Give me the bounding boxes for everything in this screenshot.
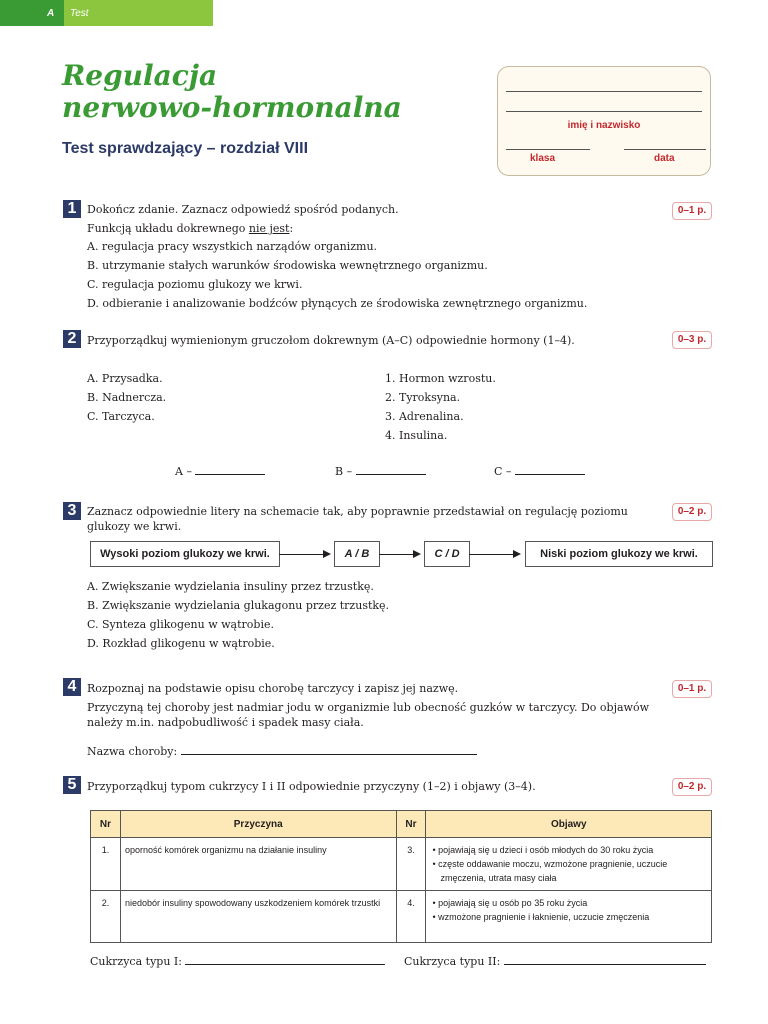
question-3-option-d: D. Rozkład glikogenu w wątrobie. (87, 637, 275, 650)
question-2-prompt: Przyporządkuj wymienionym gruczołom dokrewnym (A–C) odpowiednie hormony (1–4). (87, 334, 575, 347)
question-1-option-a[interactable]: A. regulacja pracy wszystkich narządów organizmu. (87, 240, 378, 253)
question-2-answer-b-blank[interactable] (356, 464, 426, 475)
question-2-hormone-2: 2. Tyroksyna. (385, 391, 461, 404)
question-3-option-c: C. Synteza glikogenu w wątrobie. (87, 618, 274, 631)
row2-symptom-2-text: wzmożone pragnienie i łaknienie, uczucie zmęczenia (438, 912, 650, 922)
question-2-answer-b[interactable] (335, 464, 426, 478)
question-2-answer-c-label: C – (494, 465, 512, 478)
section-letter: A (47, 8, 55, 19)
question-5-number: 5 (63, 776, 81, 794)
question-5-prompt: Przyporządkuj typom cukrzycy I i II odpowiednie przyczyny (1–2) i objawy (3–4). (87, 780, 536, 793)
question-2-answer-a-blank[interactable] (195, 464, 265, 475)
section-letter-block (0, 0, 64, 26)
schema-choice-cd[interactable]: C / D (424, 541, 470, 567)
question-4-points: 0–1 p. (672, 680, 712, 698)
question-2-hormone-3: 3. Adrenalina. (385, 410, 464, 423)
row1-cause: oporność komórek organizmu na działanie insuliny (120, 838, 396, 891)
question-1-number: 1 (63, 200, 81, 218)
schema-arrow-1 (279, 554, 329, 555)
question-5-answer-type2-label: Cukrzyca typu II: (404, 955, 501, 968)
section-name: Test (70, 8, 89, 19)
question-3-prompt-line1: Zaznacz odpowiednie litery na schemacie tak, aby poprawnie przedstawiał on regulację poziomu (87, 505, 628, 518)
question-4-answer[interactable] (87, 744, 477, 758)
row1-symptom-2-text: częste oddawanie moczu, wzmożone pragnienie, uczucie zmęczenia, utrata masy ciała (438, 859, 668, 883)
name-label: imię i nazwisko (567, 120, 641, 131)
question-5-answer-type1[interactable] (90, 954, 385, 968)
question-1-option-b[interactable]: B. utrzymanie stałych warunków środowiska wewnętrznego organizmu. (87, 259, 488, 272)
question-4-description-line1: Przyczyną tej choroby jest nadmiar jodu w organizmie lub obecność guzków w tarczycy. Do objawów (87, 701, 650, 714)
question-1-stem-after: : (289, 222, 294, 235)
question-3-option-a: A. Zwiększanie wydzielania insuliny przez trzustkę. (87, 580, 374, 593)
question-5-answer-type1-blank[interactable] (185, 954, 385, 965)
table-header-symptoms: Objawy (426, 811, 712, 838)
question-4-answer-blank[interactable] (181, 744, 477, 755)
question-2-answer-c-blank[interactable] (515, 464, 585, 475)
schema-arrow-2 (379, 554, 419, 555)
question-4-prompt: Rozpoznaj na podstawie opisu chorobę tarczycy i zapisz jej nazwę. (87, 682, 459, 695)
question-1-stem-before: Funkcją układu dokrewnego (87, 222, 249, 235)
row2-symptom-1-text: pojawiają się u osób po 35 roku życia (438, 898, 588, 908)
row2-symptoms (426, 891, 712, 943)
question-2-gland-c: C. Tarczyca. (87, 410, 155, 423)
question-5-answer-type2-blank[interactable] (504, 954, 706, 965)
date-label: data (654, 153, 675, 164)
question-2-answer-c[interactable] (494, 464, 585, 478)
row1-symptom-1: • pojawiają się u dzieci i osób młodych do 30 roku życia (432, 845, 654, 855)
question-2-gland-b: B. Nadnercza. (87, 391, 167, 404)
question-2-answer-b-label: B – (335, 465, 353, 478)
question-2-hormone-1: 1. Hormon wzrostu. (385, 372, 496, 385)
question-4-description-line2: należy m.in. nadpobudliwość i spadek masy ciała. (87, 716, 364, 729)
schema-choice-ab[interactable]: A / B (334, 541, 380, 567)
table-row (91, 838, 712, 891)
question-1-option-d[interactable]: D. odbieranie i analizowanie bodźców płynących ze środowiska zewnętrznego organizmu. (87, 297, 588, 310)
row1-symptom-1-text: pojawiają się u dzieci i osób młodych do 30 roku życia (438, 845, 654, 855)
name-line-1[interactable] (506, 91, 702, 92)
question-1-stem (87, 222, 293, 235)
question-2-points: 0–3 p. (672, 331, 712, 349)
row2-nr1: 2. (91, 891, 121, 943)
diabetes-table (90, 810, 712, 943)
table-header-nr2: Nr (396, 811, 426, 838)
page-title-line2: nerwowo-hormonalna (62, 91, 402, 124)
question-1-option-c[interactable]: C. regulacja poziomu glukozy we krwi. (87, 278, 303, 291)
question-5-answer-type2[interactable] (404, 954, 706, 968)
question-3-prompt-line2: glukozy we krwi. (87, 520, 182, 533)
page-title (62, 60, 402, 124)
row2-cause: niedobór insuliny spowodowany uszkodzeniem komórek trzustki (120, 891, 396, 943)
row1-symptom-2: • częste oddawanie moczu, wzmożone pragnienie, uczucie zmęczenia, utrata masy ciała (432, 859, 668, 883)
table-header-nr1: Nr (91, 811, 121, 838)
row2-symptom-1: • pojawiają się u osób po 35 roku życia (432, 898, 588, 908)
question-3-number: 3 (63, 502, 81, 520)
class-label: klasa (530, 153, 556, 164)
question-1-stem-underlined: nie jest (248, 222, 290, 235)
page-subtitle: Test sprawdzający – rozdział VIII (62, 140, 309, 157)
question-5-answer-type1-label: Cukrzyca typu I: (90, 955, 182, 968)
table-row (91, 891, 712, 943)
question-2-answer-a[interactable] (175, 464, 265, 478)
question-4-number: 4 (63, 678, 81, 696)
schema-arrow-3 (469, 554, 519, 555)
question-2-hormone-4: 4. Insulina. (385, 429, 448, 442)
student-info-box (497, 66, 711, 176)
question-2-gland-a: A. Przysadka. (87, 372, 163, 385)
row1-symptoms (426, 838, 712, 891)
question-2-answer-a-label: A – (175, 465, 192, 478)
question-2-number: 2 (63, 330, 81, 348)
question-1-points: 0–1 p. (672, 202, 712, 220)
class-line[interactable] (506, 149, 590, 150)
schema-start-box: Wysoki poziom glukozy we krwi. (90, 541, 280, 567)
name-line-2[interactable] (506, 111, 702, 112)
row1-nr2: 3. (396, 838, 426, 891)
row2-symptom-2: • wzmożone pragnienie i łaknienie, uczucie zmęczenia (432, 912, 650, 922)
question-3-option-b: B. Zwiększanie wydzielania glukagonu przez trzustkę. (87, 599, 390, 612)
question-5-points: 0–2 p. (672, 778, 712, 796)
table-header-cause: Przyczyna (120, 811, 396, 838)
question-1-prompt: Dokończ zdanie. Zaznacz odpowiedź spośród podanych. (87, 203, 399, 216)
page-title-line1: Regulacja (62, 59, 218, 92)
table-header-row (91, 811, 712, 838)
question-3-points: 0–2 p. (672, 503, 712, 521)
date-line[interactable] (624, 149, 706, 150)
question-4-answer-label: Nazwa choroby: (87, 745, 178, 758)
schema-end-box: Niski poziom glukozy we krwi. (525, 541, 713, 567)
row1-nr1: 1. (91, 838, 121, 891)
row2-nr2: 4. (396, 891, 426, 943)
